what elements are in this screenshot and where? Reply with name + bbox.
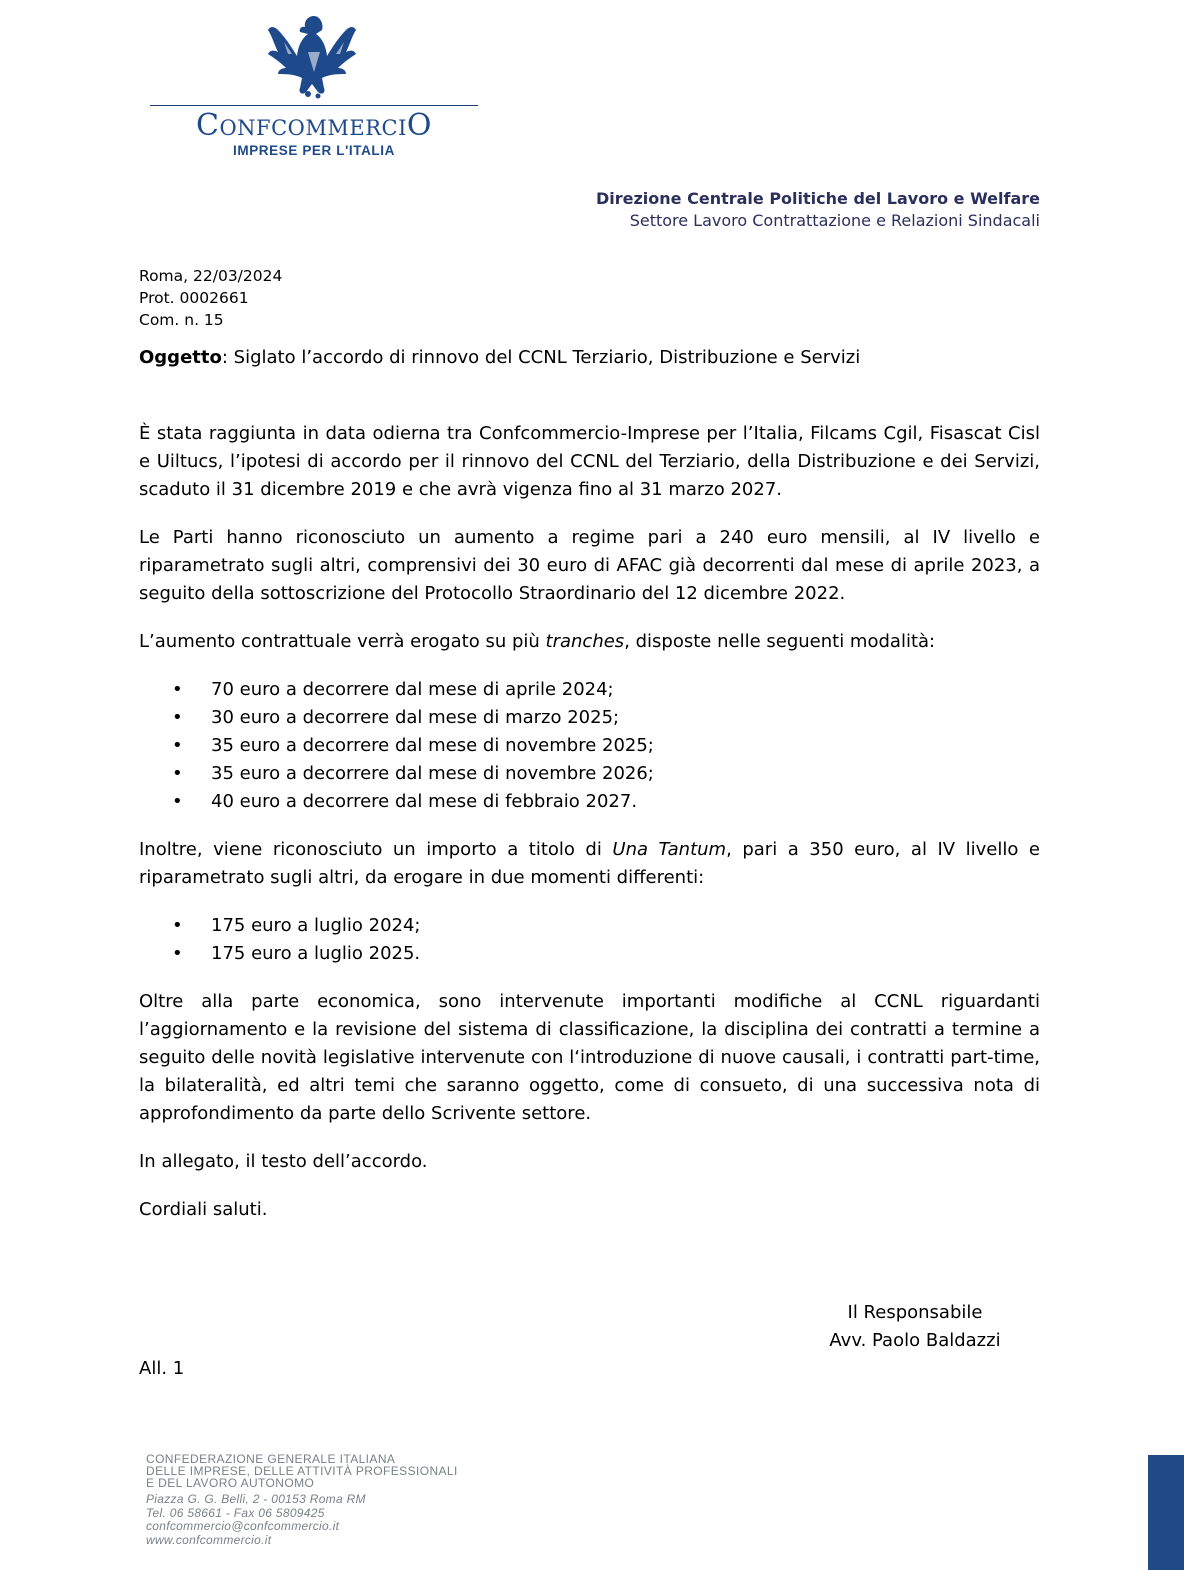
subject-text: : Siglato l’accordo di rinnovo del CCNL Terziario, Distribuzione e Servizi [221, 347, 861, 368]
footer-email: confcommercio@confcommercio.it [146, 1519, 340, 1533]
list-item: • 35 euro a decorrere dal mese di novembre 2025; [139, 732, 1040, 760]
list-item: • 175 euro a luglio 2024; [139, 912, 1040, 940]
logo-rule [150, 105, 478, 106]
bullet-icon: • [172, 735, 183, 756]
bullet-icon: • [172, 943, 183, 964]
list-item: • 35 euro a decorrere dal mese di novembre 2026; [139, 760, 1040, 788]
tranches-list [139, 676, 1040, 816]
paragraph-5: Oltre alla parte economica, sono intervenute importanti modifiche al CCNL riguardanti l’aggiornamento e la revisione del sistema di classificazione, la disciplina dei contratti a termine a seguito delle novità legislative intervenute con l‘introduzione di nuove causali, i contratti part-time, la bilateralità, ed altri temi che saranno oggetto, come di consueto, di una successiva nota di approfondimento da parte dello Scrivente settore. [139, 991, 1040, 1124]
sector-name: Settore Lavoro Contrattazione e Relazioni Sindacali [629, 211, 1040, 230]
footer-line-1: CONFEDERAZIONE GENERALE ITALIANA [146, 1452, 396, 1466]
letter-meta [139, 265, 282, 331]
footer-address: Piazza G. G. Belli, 2 - 00153 Roma RM [146, 1492, 366, 1506]
list-item: • 30 euro a decorrere dal mese di marzo 2025; [139, 704, 1040, 732]
subject-label: Oggetto [139, 347, 222, 368]
tranches-term: tranches [545, 631, 625, 652]
footer-website: www.confcommercio.it [146, 1532, 272, 1547]
paragraph-6: In allegato, il testo dell’accordo. [139, 1151, 428, 1172]
confcommercio-logo [150, 12, 478, 162]
bullet-icon: • [172, 707, 183, 728]
una-tantum-term: Una Tantum [612, 839, 727, 860]
footer-phone: Tel. 06 58661 - Fax 06 5809425 [146, 1505, 325, 1520]
department-name: Direzione Centrale Politiche del Lavoro e Welfare [595, 189, 1040, 208]
paragraph-3: L’aumento contrattuale verrà erogato su più tranches, disposte nelle seguenti modalità: [139, 631, 936, 652]
corner-accent-bar [1148, 1455, 1184, 1570]
logo-name: ConfcommerciO [195, 108, 432, 143]
attachment-count: All. 1 [139, 1358, 185, 1379]
protocol-number: Prot. 0002661 [139, 289, 249, 307]
place-date: Roma, 22/03/2024 [139, 267, 283, 285]
subject-line [139, 345, 860, 371]
paragraph-7: Cordiali saluti. [139, 1199, 268, 1220]
letter-footer [146, 1453, 458, 1547]
list-item: • 175 euro a luglio 2025. [139, 940, 1040, 968]
signer-role: Il Responsabile [847, 1302, 983, 1323]
letterhead-department [596, 188, 1040, 232]
list-item: • 70 euro a decorrere dal mese di aprile 2024; [139, 676, 1040, 704]
communication-number: Com. n. 15 [139, 311, 224, 329]
signer-name: Avv. Paolo Baldazzi [829, 1330, 1001, 1351]
footer-line-2: DELLE IMPRESE, DELLE ATTIVITÀ PROFESSIONALI [146, 1464, 458, 1478]
letter-body [139, 420, 1040, 1224]
bullet-icon: • [172, 763, 183, 784]
logo-tagline: IMPRESE PER L'ITALIA [233, 143, 395, 158]
signature-block [790, 1299, 1040, 1355]
bullet-icon: • [172, 915, 183, 936]
list-item: • 40 euro a decorrere dal mese di febbraio 2027. [139, 788, 1040, 816]
bullet-icon: • [172, 791, 183, 812]
paragraph-1: È stata raggiunta in data odierna tra Confcommercio-Imprese per l’Italia, Filcams Cgil, Fisascat Cisl e Uiltucs, l’ipotesi di accordo per il rinnovo del CCNL del Terziario, della Distribuzione e dei Servizi, scaduto il 31 dicembre 2019 e che avrà vigenza fino al 31 marzo 2027. [139, 423, 1040, 500]
footer-line-3: E DEL LAVORO AUTONOMO [146, 1476, 315, 1490]
bullet-icon: • [172, 679, 183, 700]
una-tantum-list [139, 912, 1040, 968]
paragraph-4: Inoltre, viene riconosciuto un importo a titolo di Una Tantum, pari a 350 euro, al IV livello e riparametrato sugli altri, da erogare in due momenti differenti: [139, 839, 1040, 888]
eagle-emblem-icon [262, 12, 366, 100]
paragraph-2: Le Parti hanno riconosciuto un aumento a regime pari a 240 euro mensili, al IV livello e riparametrato sugli altri, comprensivi dei 30 euro di AFAC già decorrenti dal mese di aprile 2023, a seguito della sottoscrizione del Protocollo Straordinario del 12 dicembre 2022. [139, 527, 1040, 604]
